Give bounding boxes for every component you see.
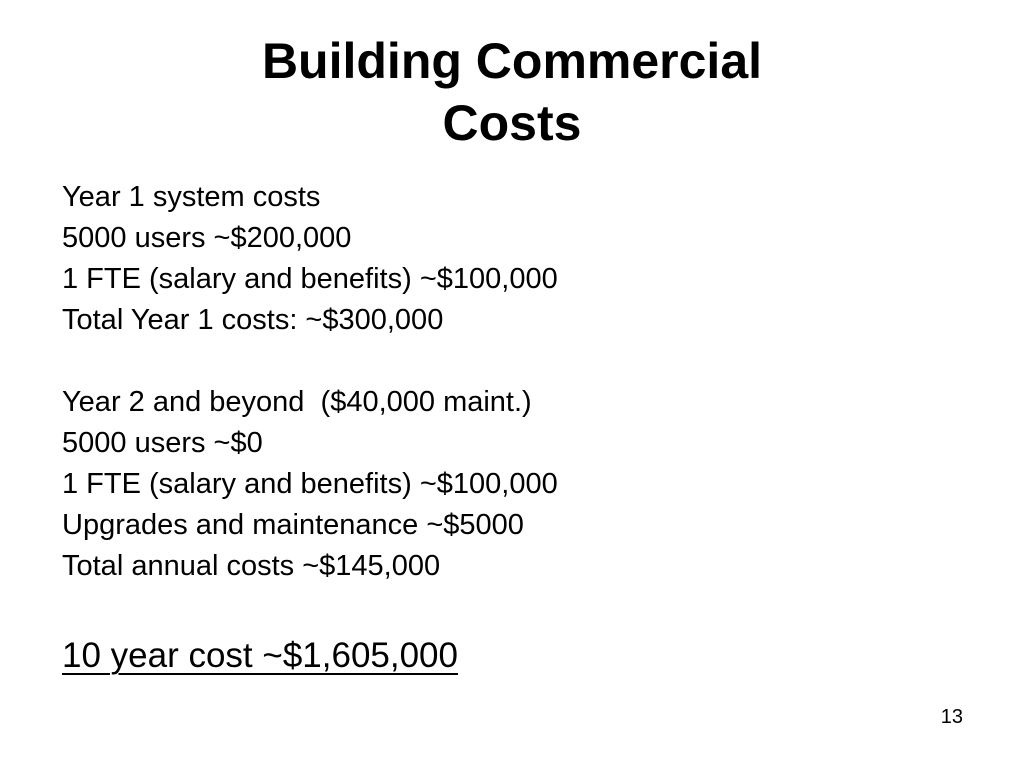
year1-heading: Year 1 system costs xyxy=(62,181,321,213)
year2-total-cost: Total annual costs ~$145,000 xyxy=(62,550,441,582)
year2-heading: Year 2 and beyond ($40,000 maint.) xyxy=(62,386,532,418)
year2-fte-cost: 1 FTE (salary and benefits) ~$100,000 xyxy=(62,468,558,500)
ten-year-cost: 10 year cost ~$1,605,000 xyxy=(62,636,458,675)
section-spacer xyxy=(62,587,982,628)
year1-total-cost: Total Year 1 costs: ~$300,000 xyxy=(62,304,444,336)
slide-title xyxy=(0,30,1024,154)
year1-users-cost: 5000 users ~$200,000 xyxy=(62,222,352,254)
slide-title-line-2: Costs xyxy=(442,95,582,151)
section-spacer xyxy=(62,341,982,382)
slide-title-line-1: Building Commercial xyxy=(261,33,763,89)
year2-upgrades-cost: Upgrades and maintenance ~$5000 xyxy=(62,509,524,541)
page-number: 13 xyxy=(940,706,963,728)
slide-body xyxy=(62,177,982,681)
year2-users-cost: 5000 users ~$0 xyxy=(62,427,263,459)
year1-fte-cost: 1 FTE (salary and benefits) ~$100,000 xyxy=(62,263,558,295)
